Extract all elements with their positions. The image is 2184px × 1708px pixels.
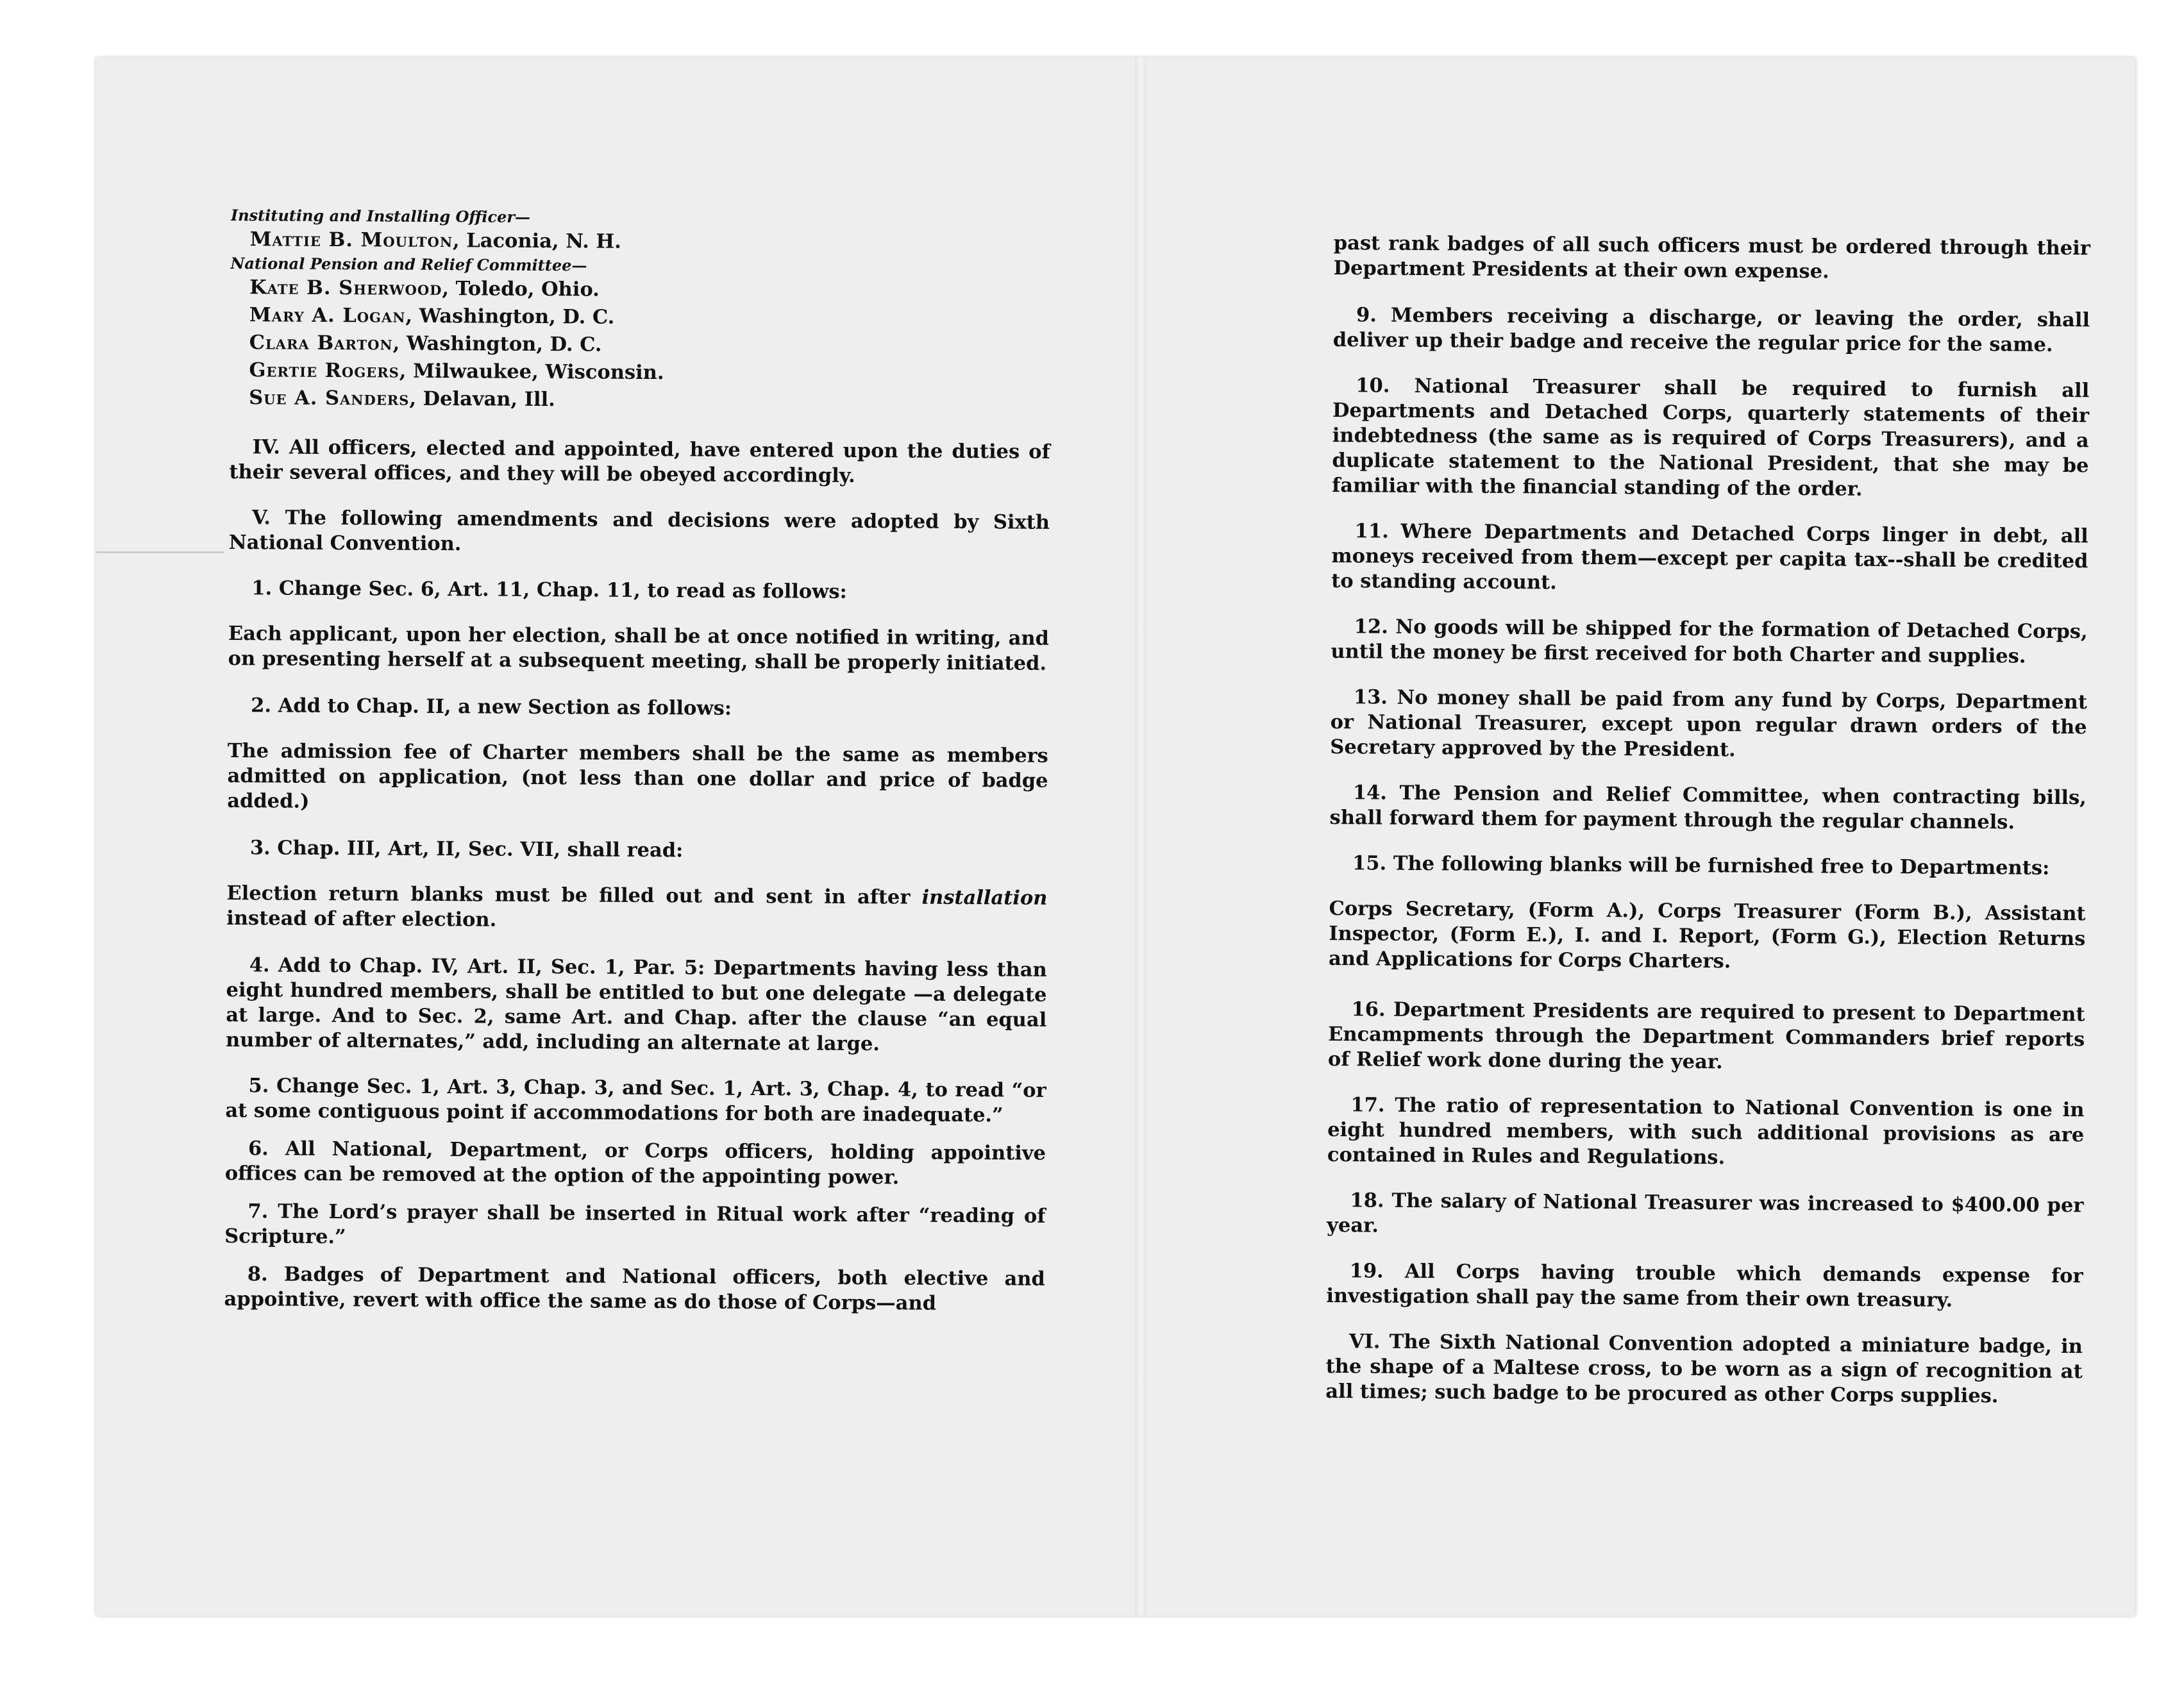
amendment-17: 17. The ratio of representation to National Convention is one in eight hundred members, with such additional provisions as are contained in Rules and Regulations. (1327, 1093, 2085, 1169)
right-page-text (1325, 231, 2090, 1430)
officer-location: , Laconia, N. H. (452, 229, 621, 253)
amendment-3-text-b: instead of after election. (226, 906, 497, 932)
amendment-10: 10. National Treasurer shall be required to furnish all Departments and Detached Corps, quarterly statements of their indebtedness (the same as is required of Corps Treasurers), and a duplicate statement to the National President, that she may be familiar with the financial standing of the order. (1332, 374, 2090, 501)
section-iv: IV. All officers, elected and appointed, have entered upon the duties of their several offices, and they will be obeyed accordingly. (229, 435, 1050, 487)
amendment-7: 7. The Lord’s prayer shall be inserted in Ritual work after “reading of Scripture.” (224, 1200, 1046, 1249)
amendment-3-text (226, 881, 1047, 936)
member-name: Sue A. Sanders (249, 386, 410, 410)
member-location: , Milwaukee, Wisconsin. (399, 359, 664, 385)
member-location: , Washington, D. C. (392, 331, 602, 356)
amendment-3: 3. Chap. III, Art, II, Sec. VII, shall read: (249, 836, 684, 862)
amendment-16: 16. Department Presidents are required to present to Department Encampments through the Department Commanders brief reports of Relief work done during the year. (1327, 998, 2085, 1074)
member-name: Kate B. Sherwood (249, 276, 442, 301)
amendment-15: 15. The following blanks will be furnished free to Departments: (1352, 851, 2050, 880)
member-location: , Washington, D. C. (405, 304, 615, 329)
amendment-5: 5. Change Sec. 1, Art. 3, Chap. 3, and Sec. 1, Art. 3, Chap. 4, to read “or at some contiguous point if accommodations for both are inadequate.” (225, 1074, 1046, 1127)
amendment-3-italic: installation (921, 885, 1048, 910)
amendment-8: 8. Badges of Department and National officers, both elective and appointive, revert with office the same as do those of Corps—and (224, 1262, 1045, 1315)
committee-member (249, 356, 1050, 389)
amendment-6: 6. All National, Department, or Corps officers, holding appointive offices can be removed at the option of the appointing power. (224, 1137, 1046, 1189)
left-page (96, 58, 1135, 1616)
officer-name: Mattie B. Moulton (249, 228, 453, 253)
committee-member (249, 274, 1051, 306)
amendment-3-text-a: Election return blanks must be filled out and sent in after (226, 881, 922, 909)
header-installing-officer: Instituting and Installing Officer— (230, 206, 531, 226)
amendment-9: 9. Members receiving a discharge, or leaving the order, shall deliver up their badge and receive the regular price for the same. (1332, 303, 2090, 356)
amendment-13: 13. No money shall be paid from any fund by Corps, Department or National Treasurer, except upon regular drawn orders of the Secretary approved by the President. (1330, 685, 2088, 762)
left-page-text (224, 205, 1052, 1330)
amendment-4: 4. Add to Chap. IV, Art. II, Sec. 1, Par. 5: Departments having less than eight hundred members, shall be entitled to but one delegate —a delegate at large. And to Sec. 2, same Art. and Chap. after the clause “an equal number of alternates,” add, including an alternate at large. (225, 953, 1047, 1056)
member-location: , Delavan, Ill. (409, 387, 555, 412)
section-vi: VI. The Sixth National Convention adopted a miniature badge, in the shape of a Maltese cross, to be worn as a sign of recognition at all times; such badge to be procured as other Corps supplies. (1325, 1330, 2083, 1408)
amendment-8-continued: past rank badges of all such officers must be ordered through their Department Presidents at their own expense. (1333, 231, 2090, 283)
committee-member (249, 329, 1051, 362)
amendment-19: 19. All Corps having trouble which demands expense for investigation shall pay the same from their own treasury. (1326, 1259, 2083, 1312)
member-name: Mary A. Logan (249, 303, 406, 328)
committee-member (249, 384, 1050, 417)
member-location: , Toledo, Ohio. (442, 277, 600, 301)
section-v: V. The following amendments and decisions were adopted by Sixth National Convention. (228, 506, 1050, 556)
amendment-2: 2. Add to Chap. II, a new Section as follows: (251, 694, 732, 720)
amendment-1-text: Each applicant, upon her election, shall be at once notified in writing, and on presenting herself at a subsequent meeting, shall be properly initiated. (228, 621, 1050, 675)
member-name: Clara Barton (249, 331, 393, 355)
amendment-1: 1. Change Sec. 6, Art. 11, Chap. 11, to read as follows: (251, 576, 847, 603)
committee-member (249, 301, 1051, 334)
amendment-14: 14. The Pension and Relief Committee, when contracting bills, shall forward them for payment through the regular channels. (1329, 781, 2087, 834)
amendment-12: 12. No goods will be shipped for the formation of Detached Corps, until the money be first received for both Charter and supplies. (1331, 615, 2088, 668)
header-pension-committee: National Pension and Relief Committee— (230, 253, 587, 275)
amendment-2-text: The admission fee of Charter members shall be the same as members admitted on application, (not less than one dollar and price of badge added.) (227, 739, 1048, 813)
officer-entry (250, 226, 1052, 258)
right-page (1148, 58, 2135, 1616)
amendment-18: 18. The salary of National Treasurer was increased to $400.00 per year. (1327, 1189, 2084, 1237)
amendment-15-text: Corps Secretary, (Form A.), Corps Treasurer (Form B.), Assistant Inspector, (Form E.), I. and I. Report, (Form G.), Election Returns and Applications for Corps Charters. (1328, 896, 2086, 973)
member-name: Gertie Rogers (249, 358, 399, 383)
amendment-11: 11. Where Departments and Detached Corps linger in debt, all moneys received from them—except per capita tax--shall be credited to standing account. (1331, 519, 2088, 594)
paper-sheet (96, 58, 2135, 1616)
